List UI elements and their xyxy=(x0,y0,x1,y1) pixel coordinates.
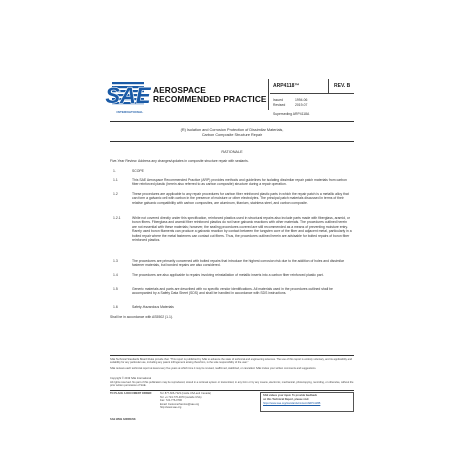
section-1-1-text: This SAE Aerospace Recommended Practice (ARP) provides methods and guidelines for isolating dissimilar repair patch materials from carbon fiber reinforced plastic (herein also referred to as carbon composite) structure during a repair operation. xyxy=(132,178,347,187)
order-tel-1: Tel: 877-606-7323 (inside USA and Canada) xyxy=(160,392,211,395)
subject-line-1: (R) Isolation and Corrosion Protection of Dissimilar Materials, xyxy=(180,128,284,132)
section-1-2-text: These procedures are applicable to any repair procedures for carbon fiber reinforced plastic parts in which the repair patch is a metallic alloy that can form a galvanic cell with carbon in the presence of moisture or other electrolytes. The principal patch materials discussed in terms of their relative galvanic compatibility with carbon composites, are aluminum, titanium, stainless steel, and carbon composite. xyxy=(132,192,349,205)
doc-type-line1: AEROSPACE xyxy=(153,85,206,95)
web-address-label: SAE WEB ADDRESS: xyxy=(110,418,137,421)
section-1-2-1-num: 1.2.1 xyxy=(113,216,121,220)
logo-text: SAE xyxy=(105,83,151,108)
logo-subtext: INTERNATIONAL xyxy=(116,110,144,114)
sae-logo xyxy=(105,79,151,111)
document-page xyxy=(105,66,354,444)
order-website[interactable]: http://www.sae.org xyxy=(160,406,182,409)
doc-type-line2: RECOMMENDED PRACTICE xyxy=(153,94,267,104)
footer-disclaimer: SAE Technical Standards Board Rules provide that: "This report is published by SAE to advance the state of technical and engineering sciences. The use of this report is entirely voluntary, and its applicability and suitability for any particular use, including any patent infringement arising therefrom, is the sole responsibility of the user." xyxy=(110,358,352,365)
section-1-2-1-text: While not covered directly under this specification, reinforced plastics used in structural repairs also include parts made with fiberglass, aramid, or boron fibers. Fiberglass and aramid fiber reinforced plastics do not have galvanic reactions with other materials. The procedures outlined herein are not essential with these materials; however, the sealing procedures covered are still recommended as a means of preventing moisture entry. Rarely used boron filaments can produce a galvanic reaction by contact between the tungsten core of the fiber and adjacent metal, particularly in a bolted repair where the metal fasteners can contact cut fibers. Thus, the procedures outlined herein are advisable for bolted repairs of boron fiber reinforced plastics. xyxy=(132,216,352,243)
superseding-note: Superseding ARP4118A xyxy=(273,112,310,116)
section-1-4-num: 1.4 xyxy=(113,273,118,277)
doc-number-box xyxy=(270,79,354,94)
section-1-5-num: 1.5 xyxy=(113,287,118,291)
revised-date: 2019-07 xyxy=(295,103,308,107)
title-box xyxy=(150,79,269,110)
rationale-heading: RATIONALE xyxy=(221,150,243,154)
footer-review-note: SAE reviews each technical report at least every five years at which time it may be revised, reaffirmed, stabilized, or cancelled. SAE invites your written comments and suggestions. xyxy=(110,367,317,370)
footer-rule xyxy=(110,355,354,356)
feedback-link[interactable]: https://www.sae.org/standards/content/ARP4118B xyxy=(263,401,321,405)
issued-row: Issued 1994-06 xyxy=(273,98,308,102)
closing-line: Shall be in accordance with AS5502 (1.1). xyxy=(110,315,173,319)
section-1-4-text: The procedures are also applicable to repairs involving reinstallation of metallic inserts into a carbon fiber reinforced plastic part. xyxy=(132,273,324,277)
section-1-2-num: 1.2 xyxy=(113,192,118,196)
section-1-num: 1. xyxy=(113,169,116,173)
order-rule xyxy=(110,390,354,391)
rationale-text: Five-Year Review. Address any changes/updates in composite structure repair with sealants. xyxy=(110,159,249,163)
feedback-box xyxy=(260,392,354,412)
subject-line-2: Carbon Composite Structure Repair xyxy=(201,133,263,137)
feedback-line-1: SAE values your input. To provide feedback xyxy=(263,394,317,397)
section-1-6-num: 1.6 xyxy=(113,305,118,309)
order-email: Email: CustomerService@sae.org xyxy=(160,402,200,406)
order-fax: Fax: 724-776-0790 xyxy=(160,399,182,402)
footer-copyright: Copyright © 2019 SAE International xyxy=(110,377,152,380)
section-1-3-text: The procedures are primarily concerned with bolted repairs that introduce the highest corrosion risk due to the addition of holes and dissimilar fastener materials, but bonded repairs are also considered. xyxy=(132,259,345,268)
issued-date: 1994-06 xyxy=(295,98,308,102)
section-1-5-text: Generic materials and parts are described with no specific vendor identifications. All materials used in the procedures outlined shall be accompanied by a Safety Data Sheet (SDS) and shall be handled in accordance with SDS instructions. xyxy=(132,287,333,296)
section-1-3-num: 1.3 xyxy=(113,259,118,263)
revised-row: Revised 2019-07 xyxy=(273,103,308,107)
doc-number: ARP4118™ xyxy=(273,83,300,89)
subject-rule xyxy=(110,141,354,142)
section-1-6-text: Safety-Hazardous Materials xyxy=(132,305,174,309)
section-1-title: SCOPE xyxy=(132,169,144,173)
order-label: TO PLACE A DOCUMENT ORDER: xyxy=(110,392,153,395)
section-1-1-num: 1.1 xyxy=(113,178,118,182)
header-rule xyxy=(110,121,354,122)
feedback-line-2: on this Technical Report, please visit xyxy=(263,397,309,401)
footer-rights: All rights reserved. No part of this publication may be reproduced, stored in a retrieval system or transmitted, in any form or by any means, electronic, mechanical, photocopying, recording, or otherwise, without the prior written permission of SAE. xyxy=(110,381,354,388)
order-tel-2: Tel: +1 724-776-4970 (outside USA) xyxy=(160,395,202,399)
rev-divider xyxy=(328,79,329,93)
revision-label: REV. B xyxy=(334,83,351,89)
